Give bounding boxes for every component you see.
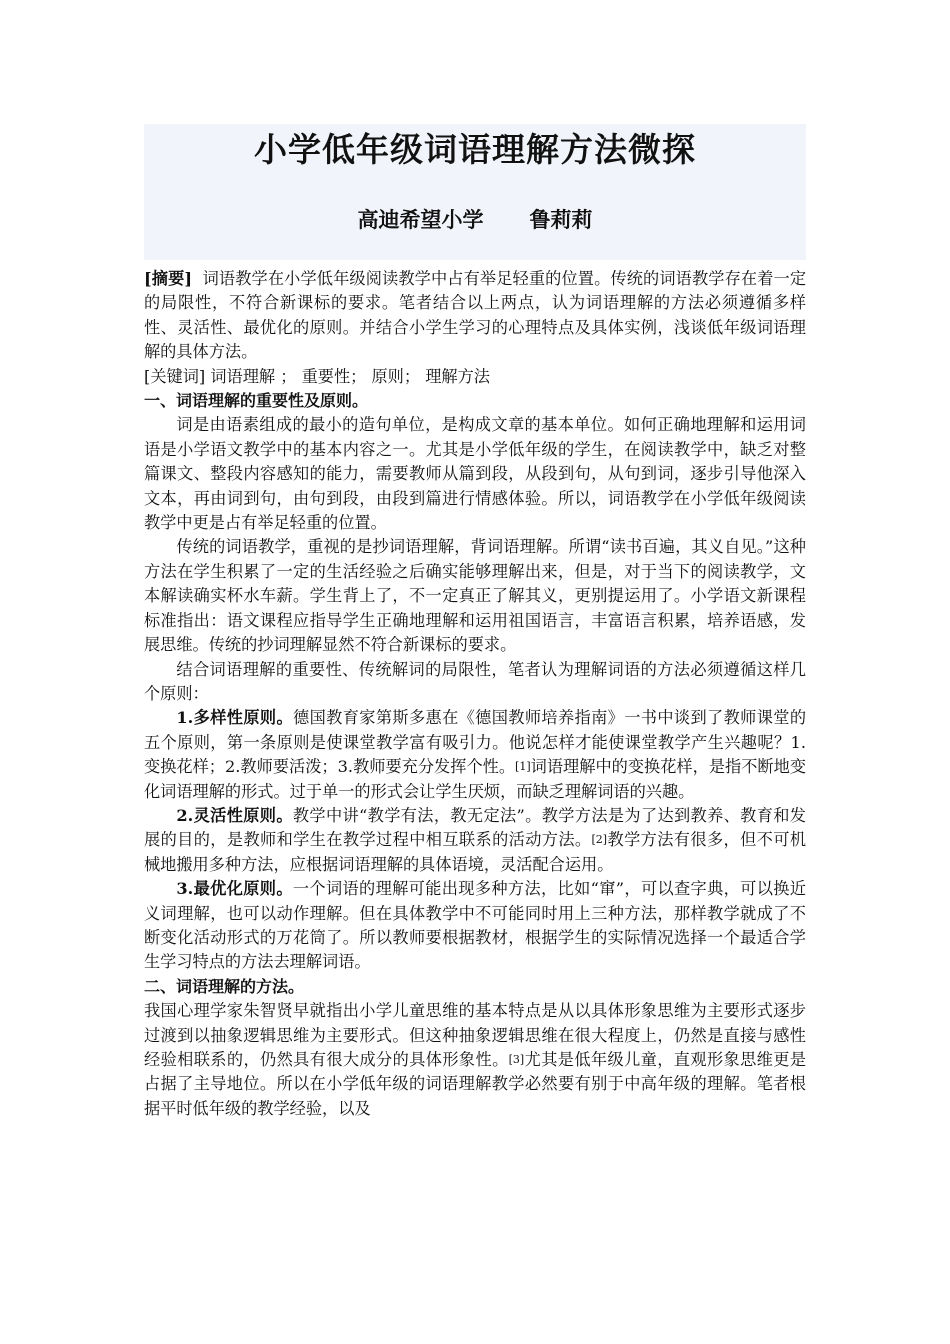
abstract-label: [摘要] <box>144 269 193 288</box>
author-name: 鲁莉莉 <box>529 208 593 232</box>
footnote-ref: [3] <box>508 1053 525 1066</box>
paragraph-text: 我国心理学家朱智贤早就指出小学儿童思维的基本特点是从以具体形象思维为主要形式逐步过渡到以抽象逻辑思维为主要形式。但这种抽象逻辑思维在很大程度上，仍然是直接与感性经验相联系的，仍然具有很大成分的具体形象性。 <box>144 1001 806 1069</box>
principle-2 <box>144 804 806 877</box>
principle-label: 2.灵活性原则。 <box>176 805 293 825</box>
principle-text: 德国教育家第斯多惠在《德国教师培养指南》一书中谈到了教师课堂的五个原则，第一条原则是使课堂教学富有吸引力。他说怎样才能使课堂教学产生兴趣呢？1.变换花样；2.教师要活泼；3.教师要充分发挥个性。 <box>144 708 807 777</box>
footnote-ref: [1] <box>515 760 531 774</box>
principle-3 <box>144 877 806 975</box>
principle-text: 一个词语的理解可能出现多种方法，比如“窜”，可以查字典，可以换近义词理解，也可以动作理解。但在具体教学中不可能同时用上三种方法，那样教学就成了不断变化活动形式的万花筒了。所以教师要根据教材，根据学生的实际情况选择一个最适合学生学习特点的方法去理解词语。 <box>144 879 806 972</box>
principle-text: 词语理解中的变换花样，是指不断地变化词语理解的形式。过于单一的形式会让学生厌烦，而缺乏理解词语的兴趣。 <box>144 757 807 801</box>
principle-label: 3.最优化原则。 <box>176 879 293 899</box>
paragraph: 传统的词语教学，重视的是抄词语理解，背词语理解。所谓“读书百遍，其义自见。”这种方法在学生积累了一定的生活经验之后确实能够理解出来，但是，对于当下的阅读教学，文本解读确实杯水车薪。学生背上了，不一定真正了解其义，更别提运用了。小学语文新课程标准指出：语文课程应指导学生正确地理解和运用祖国语言，丰富语言积累，培养语感，发展思维。传统的抄词理解显然不符合新课标的要求。 <box>144 537 806 655</box>
keywords <box>144 365 806 389</box>
school-name: 高迪希望小学 <box>357 208 484 232</box>
section-heading-2: 二、词语理解的方法。 <box>144 976 305 996</box>
abstract <box>144 267 806 365</box>
article-body <box>144 267 806 1121</box>
principle-text: 教学方法有很多，但不可机械地搬用多种方法，应根据词语理解的具体语境，灵活配合运用。 <box>144 830 807 874</box>
page-title: 小学低年级词语理解方法微探 <box>254 130 696 169</box>
section-heading-1: 一、词语理解的重要性及原则。 <box>144 391 369 411</box>
paragraph: 词是由语素组成的最小的造句单位，是构成文章的基本单位。如何正确地理解和运用词语是小学语文教学中的基本内容之一。尤其是小学低年级的学生，在阅读教学中，缺乏对整篇课文、整段内容感知的能力，需要教师从篇到段，从段到句，从句到词，逐步引导他深入文本，再由词到句，由句到段，由段到篇进行情感体验。所以，词语教学在小学低年级阅读教学中更是占有举足轻重的位置。 <box>144 415 806 533</box>
keywords-text: 词语理解 ； 重要性； 原则； 理解方法 <box>210 366 490 386</box>
paragraph-text: 尤其是低年级儿童，直观形象思维更是占据了主导地位。所以在小学低年级的词语理解教学必然要有别于中高年级的理解。笔者根据平时低年级的教学经验，以及 <box>144 1050 807 1118</box>
footnote-ref: [2] <box>591 833 608 847</box>
principle-label: 1.多样性原则。 <box>176 708 294 728</box>
byline <box>144 205 806 235</box>
paragraph: 结合词语理解的重要性、传统解词的局限性，笔者认为理解词语的方法必须遵循这样几个原则： <box>144 659 806 703</box>
abstract-text: 词语教学在小学低年级阅读教学中占有举足轻重的位置。传统的词语教学存在着一定的局限性，不符合新课标的要求。笔者结合以上两点，认为词语理解的方法必须遵循多样性、灵活性、最优化的原则。并结合小学生学习的心理特点及具体实例，浅谈低年级词语理解的具体方法。 <box>144 269 807 362</box>
paragraph <box>144 999 806 1121</box>
principle-1 <box>144 706 806 804</box>
keywords-label: [关键词] <box>144 366 206 386</box>
principle-text: 教学中讲“教学有法，教无定法”。教学方法是为了达到教养、教育和发展的目的，是教师和学生在教学过程中相互联系的活动方法。 <box>144 805 806 850</box>
